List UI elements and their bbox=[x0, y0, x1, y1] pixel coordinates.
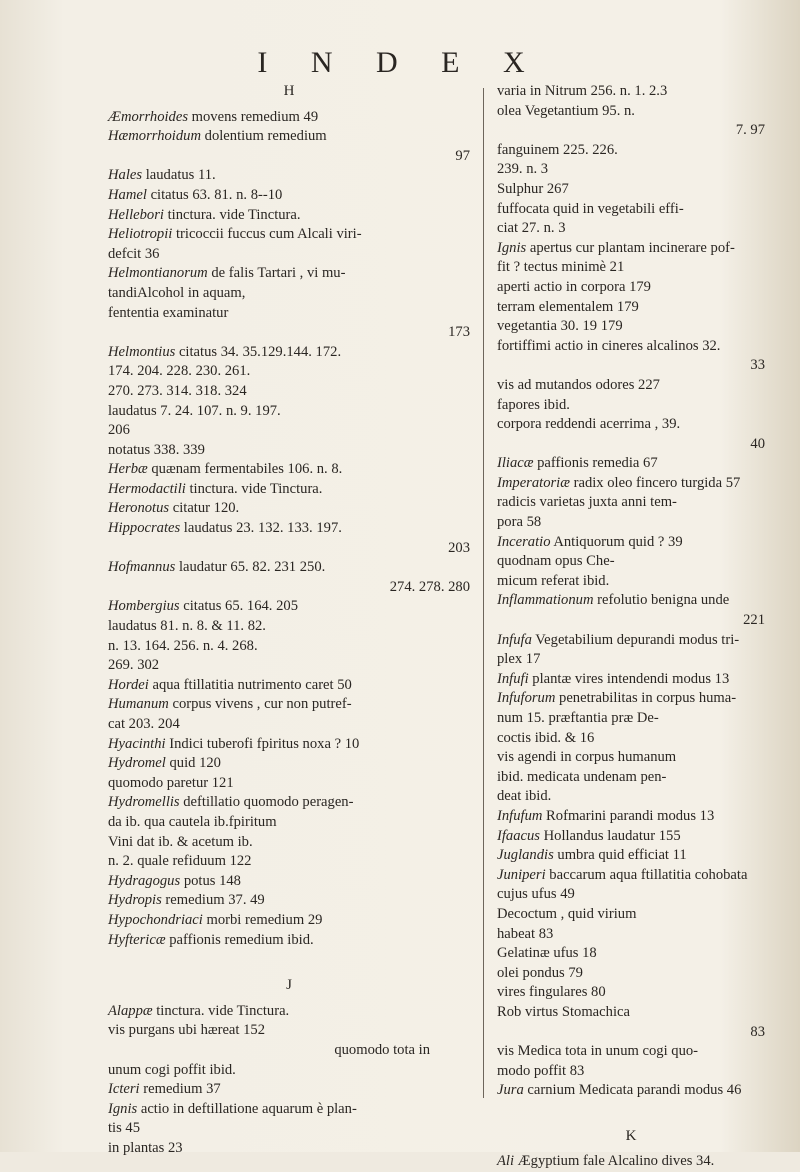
index-entry bbox=[497, 356, 765, 376]
index-entry bbox=[497, 1023, 765, 1043]
index-text: radix oleo fincero turgida 57 bbox=[569, 474, 741, 491]
index-text: 40 bbox=[750, 435, 765, 452]
index-entry bbox=[497, 650, 765, 670]
index-entry bbox=[497, 533, 765, 553]
index-entry bbox=[497, 121, 765, 141]
index-text: Gelatinæ ufus 18 bbox=[497, 945, 597, 962]
index-text: 221 bbox=[743, 612, 765, 629]
index-entry bbox=[497, 1081, 765, 1101]
index-term: Infufum bbox=[497, 807, 543, 824]
index-text: 7. 97 bbox=[735, 122, 765, 139]
index-entry bbox=[497, 729, 765, 749]
index-entry bbox=[108, 1021, 470, 1041]
index-entry bbox=[108, 421, 470, 441]
index-term: Hales bbox=[108, 167, 143, 184]
index-text: fuffocata quid in vegetabili effi- bbox=[497, 200, 684, 217]
index-text: num 15. præftantia præ De- bbox=[497, 710, 659, 726]
index-entry bbox=[497, 102, 765, 122]
index-entry bbox=[497, 748, 765, 768]
index-entry bbox=[108, 578, 470, 598]
index-entry bbox=[108, 304, 470, 324]
index-term: Alappæ bbox=[108, 1002, 153, 1019]
index-text: laudatus 7. 24. 107. n. 9. 197. bbox=[108, 402, 281, 419]
index-term: Hombergius bbox=[108, 598, 180, 615]
index-entry bbox=[108, 1061, 470, 1081]
index-text: aqua ftillatitia nutrimento caret 50 bbox=[148, 676, 352, 693]
index-term: Hydragogus bbox=[108, 872, 181, 889]
index-entry bbox=[108, 872, 470, 892]
page-header: I N D E X bbox=[257, 46, 543, 79]
index-entry bbox=[497, 787, 765, 807]
index-text: tis 45 bbox=[108, 1120, 141, 1137]
index-entry bbox=[108, 264, 470, 284]
index-text: terram elementalem 179 bbox=[497, 298, 639, 315]
index-term: Inceratio bbox=[497, 533, 551, 550]
index-entry bbox=[497, 1042, 765, 1062]
index-entry bbox=[497, 160, 765, 180]
index-entry bbox=[497, 337, 765, 357]
index-entry bbox=[108, 186, 470, 206]
index-term: Herbæ bbox=[108, 461, 148, 478]
index-text: tandiAlcohol in aquam, bbox=[108, 284, 246, 301]
entries-i bbox=[497, 82, 765, 1101]
index-entry bbox=[108, 1119, 470, 1139]
index-text: aperti actio in corpora 179 bbox=[497, 278, 651, 295]
index-text: vis Medica tota in unum cogi quo- bbox=[497, 1043, 699, 1060]
index-entry bbox=[108, 245, 470, 265]
index-entry bbox=[108, 1080, 470, 1100]
index-entry bbox=[108, 343, 470, 363]
index-text: 33 bbox=[750, 357, 765, 374]
index-text: umbra quid efficiat 11 bbox=[553, 847, 687, 864]
index-term: Icteri bbox=[108, 1081, 140, 1098]
index-entry bbox=[108, 480, 470, 500]
column-divider bbox=[483, 88, 484, 1098]
entries-j bbox=[108, 1002, 470, 1159]
index-term: Humanum bbox=[108, 696, 169, 713]
index-entry bbox=[108, 793, 470, 813]
index-entry bbox=[108, 108, 470, 128]
index-entry bbox=[108, 402, 470, 422]
section-heading-j: J bbox=[286, 977, 292, 994]
index-text: fortiffimi actio in cineres alcalinos 32. bbox=[497, 337, 721, 354]
index-term: Iliacæ bbox=[497, 455, 534, 472]
index-entry bbox=[108, 1002, 470, 1022]
section-heading-k: K bbox=[625, 1127, 637, 1144]
index-text: vires fingulares 80 bbox=[497, 984, 606, 1001]
index-term: Hellebori bbox=[108, 206, 164, 223]
index-entry bbox=[108, 813, 470, 833]
index-entry bbox=[108, 558, 470, 578]
index-term: Hydromel bbox=[108, 755, 166, 772]
index-text: carnium Medicata parandi modus 46 bbox=[523, 1082, 742, 1099]
index-entry bbox=[497, 239, 765, 259]
index-text: citatur 120. bbox=[169, 500, 240, 517]
index-text: laudatus 81. n. 8. & 11. 82. bbox=[108, 618, 266, 635]
index-entry bbox=[108, 519, 470, 539]
index-text: quænam fermentabiles 106. n. 8. bbox=[147, 461, 343, 478]
index-text: Indici tuberofi fpiritus noxa ? 10 bbox=[165, 735, 360, 752]
index-entry bbox=[497, 1003, 765, 1023]
index-text: actio in deftillatione aquarum è plan- bbox=[137, 1100, 357, 1117]
index-entry bbox=[108, 127, 470, 147]
index-term: Jura bbox=[497, 1082, 524, 1099]
index-text: fapores ibid. bbox=[497, 396, 570, 413]
index-entry bbox=[497, 493, 765, 513]
index-entry bbox=[108, 754, 470, 774]
index-text: dolentium remedium bbox=[201, 128, 327, 145]
index-entry bbox=[497, 944, 765, 964]
index-entry bbox=[497, 396, 765, 416]
index-term: Hippocrates bbox=[108, 520, 181, 537]
index-term: Heliotropii bbox=[108, 226, 173, 243]
index-entry bbox=[497, 82, 765, 102]
index-text: Vegetabilium depurandi modus tri- bbox=[531, 631, 740, 648]
index-entry bbox=[497, 219, 765, 239]
index-entry bbox=[497, 1062, 765, 1082]
index-entry bbox=[108, 441, 470, 461]
index-text: Rob virtus Stomachica bbox=[497, 1003, 630, 1020]
index-text: movens remedium 49 bbox=[188, 108, 319, 125]
index-term: Ignis bbox=[108, 1100, 138, 1117]
index-text: ciat 27. n. 3 bbox=[497, 220, 566, 237]
index-text: remedium 37 bbox=[139, 1081, 221, 1098]
index-term: Hamel bbox=[108, 186, 147, 203]
index-text: vis purgans ubi hæreat 152 bbox=[108, 1022, 266, 1039]
index-term: Æmorrhoides bbox=[108, 108, 189, 125]
index-text: corpus vivens , cur non putref- bbox=[168, 696, 352, 713]
index-text: habeat 83 bbox=[497, 925, 554, 942]
index-text: Antiquorum quid ? 39 bbox=[550, 533, 683, 550]
index-entry bbox=[108, 499, 470, 519]
index-text: remedium 37. 49 bbox=[161, 892, 265, 909]
index-entry bbox=[497, 983, 765, 1003]
index-text: pora 58 bbox=[497, 514, 542, 531]
index-text: laudatus 11. bbox=[142, 167, 216, 184]
index-text: 203 bbox=[448, 539, 470, 556]
index-text: quomodo tota in bbox=[334, 1041, 430, 1058]
index-text: potus 148 bbox=[180, 872, 241, 889]
index-term: Ignis bbox=[497, 239, 527, 256]
index-text: modo poffit 83 bbox=[497, 1062, 585, 1079]
index-text: 173 bbox=[448, 324, 470, 341]
index-text: laudatus 23. 132. 133. 197. bbox=[180, 520, 342, 537]
index-term: Heronotus bbox=[108, 500, 170, 517]
index-text: vegetantia 30. 19 179 bbox=[497, 318, 623, 335]
index-text: citatus 34. 35.129.144. 172. bbox=[175, 343, 342, 360]
index-entry bbox=[108, 852, 470, 872]
index-entry bbox=[108, 166, 470, 186]
index-term: Juglandis bbox=[497, 847, 554, 864]
index-entry bbox=[108, 774, 470, 794]
index-entry bbox=[497, 591, 765, 611]
index-entry bbox=[497, 964, 765, 984]
index-term: Hypochondriaci bbox=[108, 911, 203, 928]
index-entry bbox=[108, 911, 470, 931]
index-entry bbox=[497, 200, 765, 220]
index-entry bbox=[497, 141, 765, 161]
index-entry bbox=[108, 676, 470, 696]
index-term: Hydromellis bbox=[108, 794, 180, 811]
index-entry bbox=[108, 637, 470, 657]
index-entry bbox=[108, 597, 470, 617]
index-term: Hermodactili bbox=[108, 480, 186, 497]
index-text: tinctura. vide Tinctura. bbox=[185, 480, 323, 497]
right-column bbox=[497, 82, 765, 1172]
index-text: baccarum aqua ftillatitia cohobata bbox=[545, 866, 748, 883]
index-entry bbox=[108, 460, 470, 480]
index-text: citatus 63. 81. n. 8--10 bbox=[146, 186, 283, 203]
entries-k bbox=[497, 1152, 765, 1172]
index-entry bbox=[497, 317, 765, 337]
left-column bbox=[108, 82, 470, 1158]
index-entry bbox=[108, 539, 470, 559]
index-text: in plantas 23 bbox=[108, 1139, 183, 1156]
index-text: 206 bbox=[108, 422, 130, 439]
index-term: Juniperi bbox=[497, 866, 546, 883]
index-text: fit ? tectus minimè 21 bbox=[497, 259, 625, 276]
index-entry bbox=[497, 670, 765, 690]
index-term: Hæmorrhoidum bbox=[108, 128, 201, 145]
index-entry bbox=[497, 768, 765, 788]
index-text: micum referat ibid. bbox=[497, 572, 610, 589]
index-text: plex 17 bbox=[497, 651, 541, 668]
index-text: citatus 65. 164. 205 bbox=[179, 598, 298, 615]
index-text: apertus cur plantam incinerare pof- bbox=[526, 239, 735, 256]
index-text: morbi remedium 29 bbox=[202, 911, 323, 928]
section-heading-h: H bbox=[283, 83, 295, 99]
index-entry bbox=[497, 631, 765, 651]
index-entry bbox=[108, 715, 470, 735]
index-term: Helmontius bbox=[108, 343, 176, 360]
index-entry bbox=[108, 617, 470, 637]
index-text: coctis ibid. & 16 bbox=[497, 729, 595, 746]
index-entry bbox=[108, 931, 470, 951]
index-term: Inflammationum bbox=[497, 592, 594, 609]
index-text: plantæ vires intendendi modus 13 bbox=[528, 670, 730, 687]
index-entry bbox=[497, 513, 765, 533]
index-text: quodnam opus Che- bbox=[497, 553, 615, 570]
index-text: tricoccii fuccus cum Alcali viri- bbox=[172, 226, 362, 243]
index-entry bbox=[108, 225, 470, 245]
index-entry bbox=[497, 1152, 765, 1172]
index-entry bbox=[497, 925, 765, 945]
index-text: cujus ufus 49 bbox=[497, 886, 575, 903]
index-text: Sulphur 267 bbox=[497, 180, 569, 197]
index-text: unum cogi poffit ibid. bbox=[108, 1061, 236, 1078]
index-entry bbox=[108, 362, 470, 382]
index-text: paffionis remedium ibid. bbox=[165, 931, 314, 948]
index-entry bbox=[497, 376, 765, 396]
index-entry bbox=[497, 258, 765, 278]
index-entry bbox=[497, 454, 765, 474]
index-entry bbox=[497, 180, 765, 200]
index-text: Vini dat ib. & acetum ib. bbox=[108, 833, 253, 850]
index-text: paffionis remedia 67 bbox=[533, 455, 658, 472]
index-text: Ægyptium fale Alcalino dives 34. bbox=[514, 1153, 715, 1170]
index-entry bbox=[108, 891, 470, 911]
index-entry bbox=[497, 709, 765, 729]
index-entry bbox=[108, 695, 470, 715]
index-text: 269. 302 bbox=[108, 657, 160, 674]
index-term: Hyacinthi bbox=[108, 735, 166, 752]
index-text: quomodo paretur 121 bbox=[108, 774, 234, 791]
index-entry bbox=[497, 846, 765, 866]
index-entry bbox=[497, 807, 765, 827]
index-term: Infufi bbox=[497, 670, 529, 687]
index-text: notatus 338. 339 bbox=[108, 441, 205, 458]
index-entry bbox=[497, 298, 765, 318]
index-term: Hordei bbox=[108, 676, 149, 693]
index-text: fententia examinatur bbox=[108, 304, 229, 321]
index-text: refolutio benigna unde bbox=[593, 592, 730, 609]
index-term: Infufa bbox=[497, 631, 532, 648]
index-entry bbox=[108, 323, 470, 343]
index-text: olea Vegetantium 95. n. bbox=[497, 102, 635, 119]
index-text: Hollandus laudatur 155 bbox=[539, 827, 681, 844]
index-text: n. 2. quale refiduum 122 bbox=[108, 853, 252, 870]
index-text: fanguinem 225. 226. bbox=[497, 141, 618, 158]
index-entry bbox=[108, 147, 470, 167]
index-text: 274. 278. 280 bbox=[389, 578, 470, 595]
index-entry bbox=[497, 435, 765, 455]
index-entry bbox=[497, 866, 765, 886]
index-text: varia in Nitrum 256. n. 1. 2.3 bbox=[497, 83, 668, 99]
index-text: Rofmarini parandi modus 13 bbox=[542, 807, 715, 824]
index-entry bbox=[497, 415, 765, 435]
index-term: Hofmannus bbox=[108, 559, 176, 576]
index-term: Hyftericæ bbox=[108, 931, 166, 948]
index-text: cat 203. 204 bbox=[108, 716, 180, 732]
index-entry bbox=[497, 278, 765, 298]
index-text: Decoctum , quid virium bbox=[497, 905, 637, 922]
index-text: 97 bbox=[455, 147, 470, 164]
index-text: deat ibid. bbox=[497, 788, 552, 805]
index-text: ibid. medicata undenam pen- bbox=[497, 768, 667, 785]
index-entry bbox=[108, 1100, 470, 1120]
index-entry bbox=[108, 1139, 470, 1159]
index-text: quid 120 bbox=[165, 755, 221, 772]
index-entry bbox=[108, 206, 470, 226]
index-text: 270. 273. 314. 318. 324 bbox=[108, 382, 247, 399]
index-entry bbox=[497, 572, 765, 592]
index-entry bbox=[108, 833, 470, 853]
index-term: Imperatoriæ bbox=[497, 474, 570, 491]
index-text: da ib. qua cautela ib.fpiritum bbox=[108, 813, 277, 830]
index-text: tinctura. vide Tinctura. bbox=[152, 1002, 290, 1019]
index-text: deftillatio quomodo peragen- bbox=[179, 794, 354, 811]
index-text: 239. n. 3 bbox=[497, 161, 549, 178]
index-entry bbox=[497, 474, 765, 494]
index-text: olei pondus 79 bbox=[497, 964, 583, 981]
index-text: n. 13. 164. 256. n. 4. 268. bbox=[108, 637, 258, 654]
index-entry bbox=[108, 284, 470, 304]
index-text: 83 bbox=[750, 1023, 765, 1040]
index-text: vis ad mutandos odores 227 bbox=[497, 376, 660, 393]
index-entry bbox=[497, 827, 765, 847]
index-text: de falis Tartari , vi mu- bbox=[207, 265, 346, 282]
entries-h bbox=[108, 108, 470, 951]
index-term: Ifaacus bbox=[497, 827, 540, 844]
index-entry bbox=[108, 382, 470, 402]
index-entry bbox=[497, 552, 765, 572]
index-term: Helmontianorum bbox=[108, 265, 208, 282]
index-entry bbox=[108, 735, 470, 755]
index-term: Ali bbox=[497, 1153, 515, 1170]
index-term: Infuforum bbox=[497, 690, 556, 707]
index-text: defcit 36 bbox=[108, 245, 160, 262]
index-text: 174. 204. 228. 230. 261. bbox=[108, 363, 251, 380]
index-text: laudatur 65. 82. 231 250. bbox=[175, 559, 326, 576]
index-entry bbox=[108, 656, 470, 676]
index-entry bbox=[497, 885, 765, 905]
index-entry bbox=[497, 905, 765, 925]
index-text: vis agendi in corpus humanum bbox=[497, 749, 677, 766]
index-text: corpora reddendi acerrima , 39. bbox=[497, 416, 681, 433]
index-entry bbox=[108, 1041, 470, 1061]
index-entry bbox=[497, 611, 765, 631]
index-entry bbox=[497, 689, 765, 709]
index-term: Hydropis bbox=[108, 892, 162, 909]
index-text: tinctura. vide Tinctura. bbox=[163, 206, 301, 223]
index-text: penetrabilitas in corpus huma- bbox=[555, 690, 737, 707]
index-text: radicis varietas juxta anni tem- bbox=[497, 494, 677, 511]
